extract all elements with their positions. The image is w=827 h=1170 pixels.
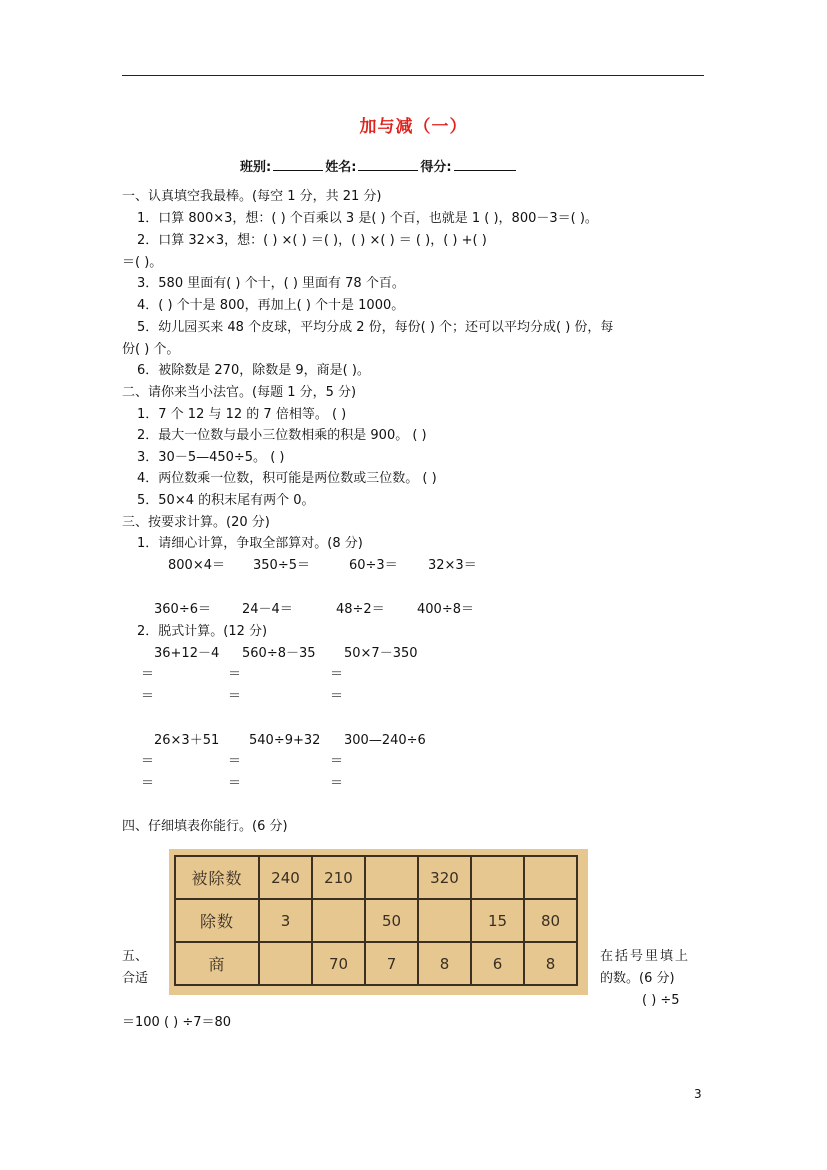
equals-sign: ＝ bbox=[228, 689, 242, 704]
section5-heading-left2: 合适 bbox=[122, 971, 149, 986]
table-cell: 被除数 bbox=[175, 856, 259, 899]
equals-sign: ＝ bbox=[330, 689, 344, 704]
table-row bbox=[175, 899, 577, 942]
student-info bbox=[240, 156, 518, 175]
calc-item: 48÷2＝ bbox=[336, 602, 385, 617]
calc-item: 350÷5＝ bbox=[253, 558, 310, 573]
step-expression: 540÷9+32 bbox=[249, 733, 321, 748]
page-title: 加与减（一） bbox=[359, 117, 468, 137]
table-cell: 7 bbox=[365, 942, 418, 985]
equals-sign: ＝ bbox=[141, 667, 155, 682]
section3-heading: 三、按要求计算。(20 分) bbox=[122, 515, 270, 530]
equals-sign: ＝ bbox=[141, 689, 155, 704]
step-expression: 560÷8－35 bbox=[242, 646, 316, 661]
table-row bbox=[175, 856, 577, 899]
s2-question-2: 2．最大一位数与最小三位数相乘的积是 900。 ( ) bbox=[137, 428, 427, 443]
table-row bbox=[175, 942, 577, 985]
equals-sign: ＝ bbox=[330, 776, 344, 791]
table-cell: 商 bbox=[175, 942, 259, 985]
division-table bbox=[174, 855, 578, 986]
equals-sign: ＝ bbox=[141, 776, 155, 791]
equals-sign: ＝ bbox=[228, 754, 242, 769]
table-cell: 80 bbox=[524, 899, 577, 942]
section4-heading: 四、仔细填表你能行。(6 分) bbox=[122, 819, 288, 834]
name-blank[interactable] bbox=[358, 158, 418, 171]
s1-question-2b: ＝( )。 bbox=[122, 255, 163, 270]
s3-subheading-2: 2．脱式计算。(12 分) bbox=[137, 624, 268, 639]
table-cell[interactable] bbox=[418, 899, 471, 942]
s2-question-5: 5．50×4 的积末尾有两个 0。 bbox=[137, 493, 315, 508]
table-cell: 240 bbox=[259, 856, 312, 899]
s2-question-1: 1．7 个 12 与 12 的 7 倍相等。 ( ) bbox=[137, 407, 347, 422]
calc-item: 400÷8＝ bbox=[417, 602, 474, 617]
score-blank[interactable] bbox=[454, 158, 516, 171]
table-cell[interactable] bbox=[259, 942, 312, 985]
s1-question-4: 4．( ) 个十是 800，再加上( ) 个十是 1000。 bbox=[137, 298, 405, 313]
s5-problem-line-1: ( ) ÷5 bbox=[642, 993, 680, 1008]
calc-item: 24－4＝ bbox=[242, 602, 293, 617]
table-cell: 50 bbox=[365, 899, 418, 942]
table-cell: 70 bbox=[312, 942, 365, 985]
step-expression: 36+12－4 bbox=[154, 646, 220, 661]
s2-question-4: 4．两位数乘一位数，积可能是两位数或三位数。 ( ) bbox=[137, 471, 437, 486]
page-number: 3 bbox=[694, 1087, 702, 1101]
section2-heading: 二、请你来当小法官。(每题 1 分，5 分) bbox=[122, 385, 357, 400]
table-cell: 210 bbox=[312, 856, 365, 899]
table-cell: 15 bbox=[471, 899, 524, 942]
class-label: 班别: bbox=[240, 160, 272, 175]
name-label: 姓名: bbox=[325, 160, 357, 175]
s1-question-6: 6．被除数是 270，除数是 9，商是( )。 bbox=[137, 363, 370, 378]
s2-question-3: 3．30－5—450÷5。 ( ) bbox=[137, 450, 285, 465]
division-table-photo bbox=[169, 849, 588, 995]
table-cell[interactable] bbox=[471, 856, 524, 899]
calc-item: 60÷3＝ bbox=[349, 558, 398, 573]
table-cell: 6 bbox=[471, 942, 524, 985]
s1-question-3: 3．580 里面有( ) 个十，( ) 里面有 78 个百。 bbox=[137, 276, 405, 291]
section5-heading-right2: 的数。(6 分) bbox=[600, 971, 675, 986]
table-cell[interactable] bbox=[365, 856, 418, 899]
table-cell: 3 bbox=[259, 899, 312, 942]
table-cell: 除数 bbox=[175, 899, 259, 942]
equals-sign: ＝ bbox=[228, 776, 242, 791]
score-label: 得分: bbox=[420, 160, 452, 175]
s1-question-1: 1．口算 800×3，想：( ) 个百乘以 3 是( ) 个百，也就是 1 ( )，800－3＝( )。 bbox=[137, 211, 598, 226]
table-cell[interactable] bbox=[312, 899, 365, 942]
step-expression: 300—240÷6 bbox=[344, 733, 426, 748]
s1-question-5a: 5．幼儿园买来 48 个皮球，平均分成 2 份，每份( ) 个；还可以平均分成( ) 份，每 bbox=[137, 320, 614, 335]
calc-item: 360÷6＝ bbox=[154, 602, 211, 617]
section5-heading-right: 在括号里填上 bbox=[600, 949, 691, 964]
table-cell: 8 bbox=[418, 942, 471, 985]
table-cell: 320 bbox=[418, 856, 471, 899]
class-blank[interactable] bbox=[273, 158, 323, 171]
step-expression: 50×7－350 bbox=[344, 646, 418, 661]
top-rule bbox=[122, 75, 704, 76]
step-expression: 26×3＋51 bbox=[154, 733, 220, 748]
s1-question-5b: 份( ) 个。 bbox=[122, 342, 180, 357]
section1-heading: 一、认真填空我最棒。(每空 1 分，共 21 分) bbox=[122, 189, 382, 204]
calc-item: 800×4＝ bbox=[168, 558, 225, 573]
equals-sign: ＝ bbox=[330, 754, 344, 769]
section5-heading-left: 五、 bbox=[122, 949, 149, 964]
equals-sign: ＝ bbox=[228, 667, 242, 682]
s1-question-2a: 2．口算 32×3，想：( ) ×( ) ＝( )，( ) ×( ) ＝ ( )，( ) +( ) bbox=[137, 233, 487, 248]
table-cell[interactable] bbox=[524, 856, 577, 899]
equals-sign: ＝ bbox=[330, 667, 344, 682]
calc-item: 32×3＝ bbox=[428, 558, 477, 573]
s3-subheading-1: 1．请细心计算，争取全部算对。(8 分) bbox=[137, 536, 363, 551]
table-cell: 8 bbox=[524, 942, 577, 985]
s5-problem-line-2: ＝100 ( ) ÷7＝80 bbox=[122, 1015, 232, 1030]
equals-sign: ＝ bbox=[141, 754, 155, 769]
